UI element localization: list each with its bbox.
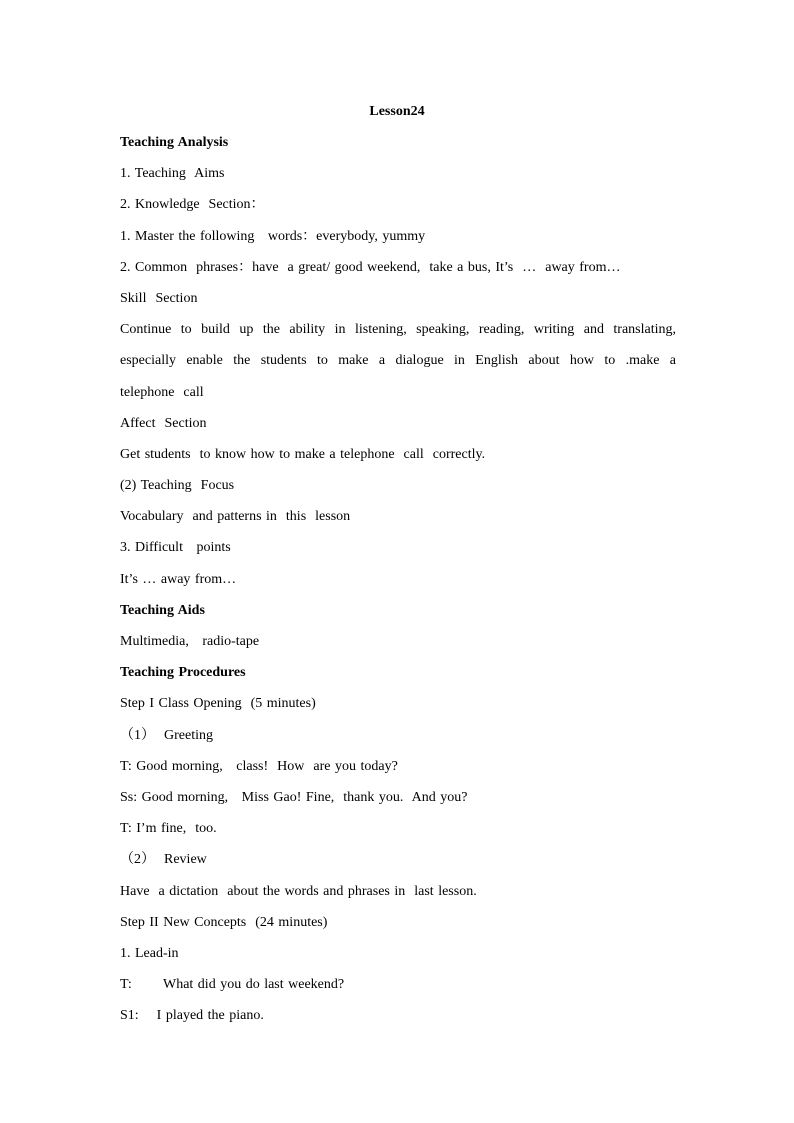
text-line: 1. Master the following words：everybody, yummy [120,228,426,244]
text-line: Skill Section [120,290,198,306]
text-line: （2） Review [120,852,207,868]
text-line: （1） Greeting [120,727,213,743]
section-heading-teaching-procedures: Teaching Procedures [120,665,246,681]
document-body [120,133,676,1037]
text-line: T: What did you do last weekend? [120,977,345,993]
text-line: telephone call [120,384,204,400]
text-line: S1: I played the piano. [120,1008,264,1024]
text-line: Get students to know how to make a telephone call correctly. [120,446,486,462]
text-line: Affect Section [120,415,207,431]
text-line: 2. Knowledge Section： [120,197,265,213]
text-line: Vocabulary and patterns in this lesson [120,509,351,525]
text-line: Continue to build up the ability in listening, speaking, reading, writing and translating, [120,322,676,338]
lesson-title: Lesson24 [369,104,425,119]
text-line: It’s … away from… [120,571,237,587]
text-line: 2. Common phrases：have a great/ good weekend, take a bus, It’s … away from… [120,259,621,275]
section-heading-teaching-analysis: Teaching Analysis [120,135,229,150]
text-line: Step I Class Opening (5 minutes) [120,696,316,712]
text-line: Multimedia, radio-tape [120,634,260,649]
text-line: Ss: Good morning, Miss Gao! Fine, thank you. And you? [120,789,468,805]
text-line: T: Good morning, class! How are you today? [120,758,398,774]
text-line: 1. Teaching Aims [120,166,225,182]
text-line: Have a dictation about the words and phrases in last lesson. [120,883,477,899]
text-line: 1. Lead-in [120,945,179,961]
text-line: Step II New Concepts (24 minutes) [120,914,328,930]
section-heading-teaching-aids: Teaching Aids [120,602,205,618]
text-line: (2) Teaching Focus [120,478,235,494]
text-line: 3. Difficult points [120,540,231,556]
text-line: especially enable the students to make a dialogue in English about how to .make a [120,353,676,369]
text-line: T: I’m fine, too. [120,821,217,837]
